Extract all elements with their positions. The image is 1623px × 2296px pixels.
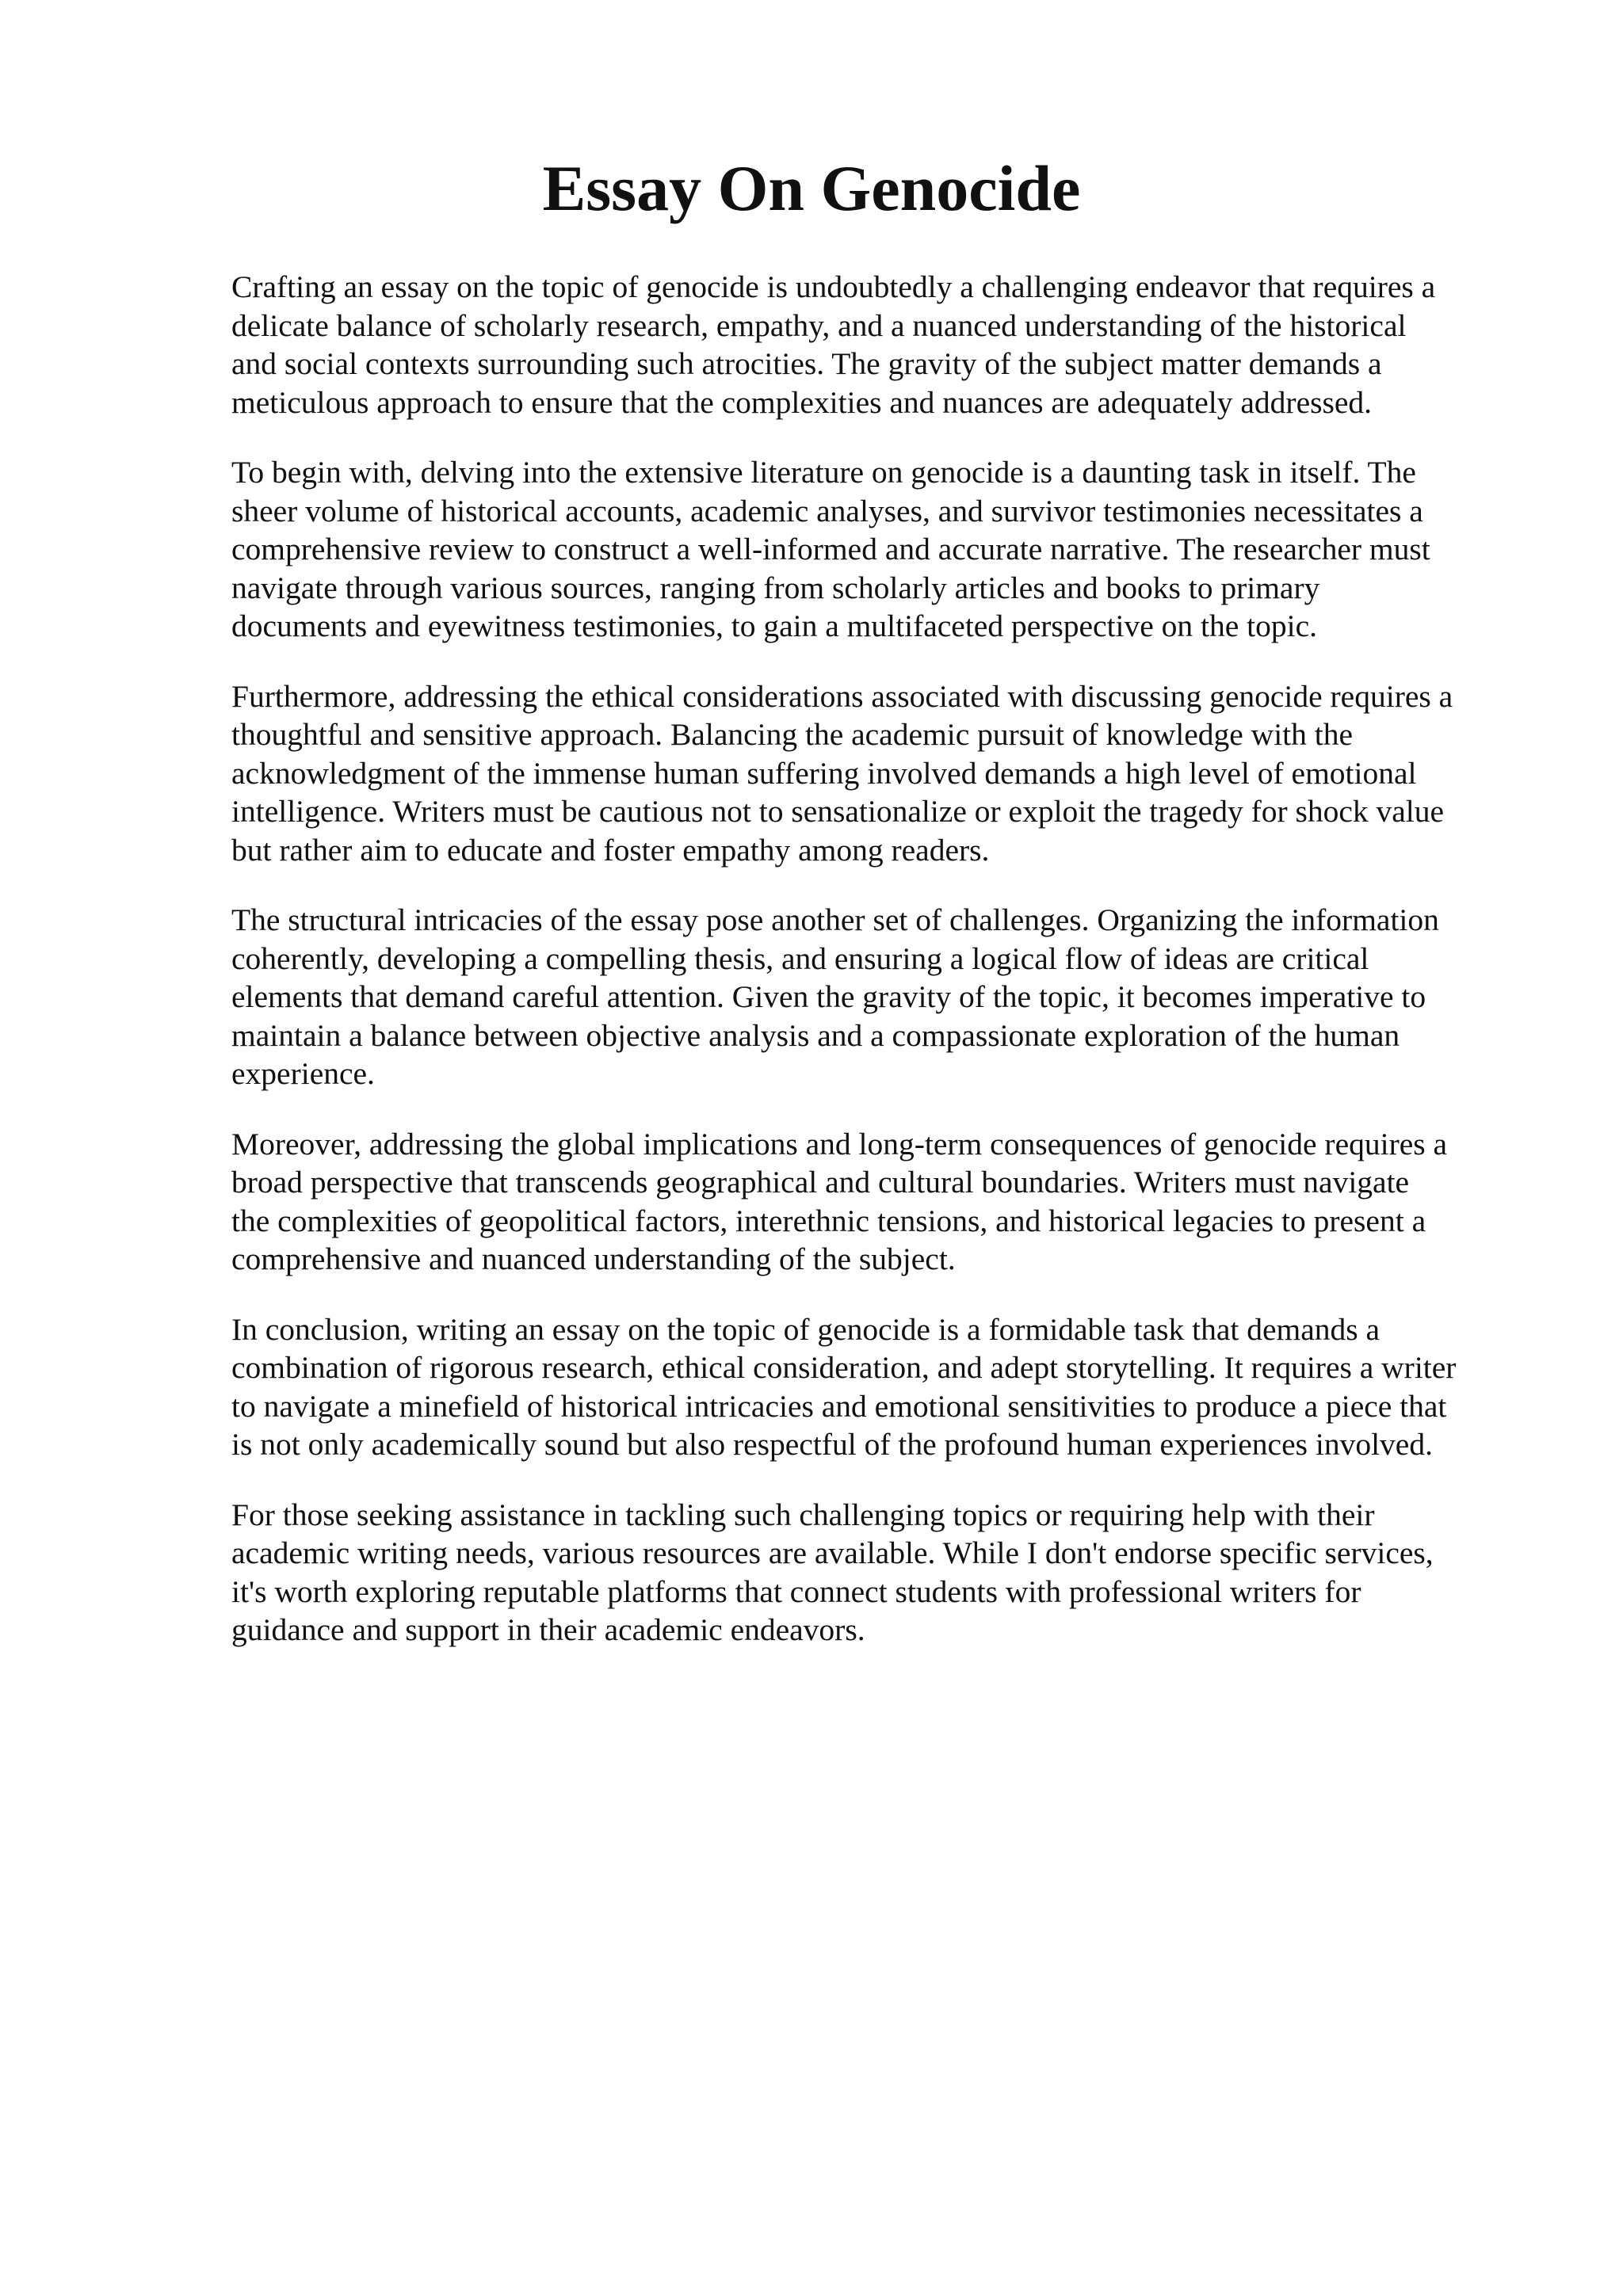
paragraph-intro: Crafting an essay on the topic of genocide is undoubtedly a challenging endeavor that requires a delicate balance of scholarly research, empathy, and a nuanced understanding of the historical and social contexts surrounding such atrocities. The gravity of the subject matter demands a meticulous approach to ensure that the complexities and nuances are adequately addressed. xyxy=(231,269,1436,420)
document-title: Essay On Genocide xyxy=(542,152,1081,224)
paragraph-structure: The structural intricacies of the essay pose another set of challenges. Organizing the information coherently, developing a compelling thesis, and ensuring a logical flow of ideas are critical elements that demand careful attention. Given the gravity of the topic, it becomes imperative to maintain a balance between objective analysis and a compassionate exploration of the human experience. xyxy=(231,902,1439,1091)
document-body xyxy=(231,268,1531,1681)
paragraph-resources: For those seeking assistance in tackling such challenging topics or requiring help with their academic writing needs, various resources are available. While I don't endorse specific services, it's worth exploring reputable platforms that connect students with professional writers for guidance and support in their academic endeavors. xyxy=(231,1497,1434,1647)
paragraph-literature: To begin with, delving into the extensive literature on genocide is a daunting task in itself. The sheer volume of historical accounts, academic analyses, and survivor testimonies necessitates a comprehensive review to construct a well-informed and accurate narrative. The researcher must navigate through various sources, ranging from scholarly articles and books to primary documents and eyewitness testimonies, to gain a multifaceted perspective on the topic. xyxy=(231,455,1430,643)
paragraph-global: Moreover, addressing the global implications and long-term consequences of genocide requires a broad perspective that transcends geographical and cultural boundaries. Writers must navigate the complexities of geopolitical factors, interethnic tensions, and historical legacies to present a comprehensive and nuanced understanding of the subject. xyxy=(231,1126,1448,1276)
paragraph-ethics: Furthermore, addressing the ethical considerations associated with discussing genocide requires a thoughtful and sensitive approach. Balancing the academic pursuit of knowledge with the acknowledgment of the immense human suffering involved demands a high level of emotional intelligence. Writers must be cautious not to sensationalize or exploit the tragedy for shock value but rather aim to educate and foster empathy among readers. xyxy=(231,678,1453,868)
paragraph-conclusion: In conclusion, writing an essay on the topic of genocide is a formidable task that demands a combination of rigorous research, ethical consideration, and adept storytelling. It requires a writer to navigate a minefield of historical intricacies and emotional sensitivities to produce a piece that is not only academically sound but also respectful of the profound human experiences involved. xyxy=(231,1311,1457,1462)
